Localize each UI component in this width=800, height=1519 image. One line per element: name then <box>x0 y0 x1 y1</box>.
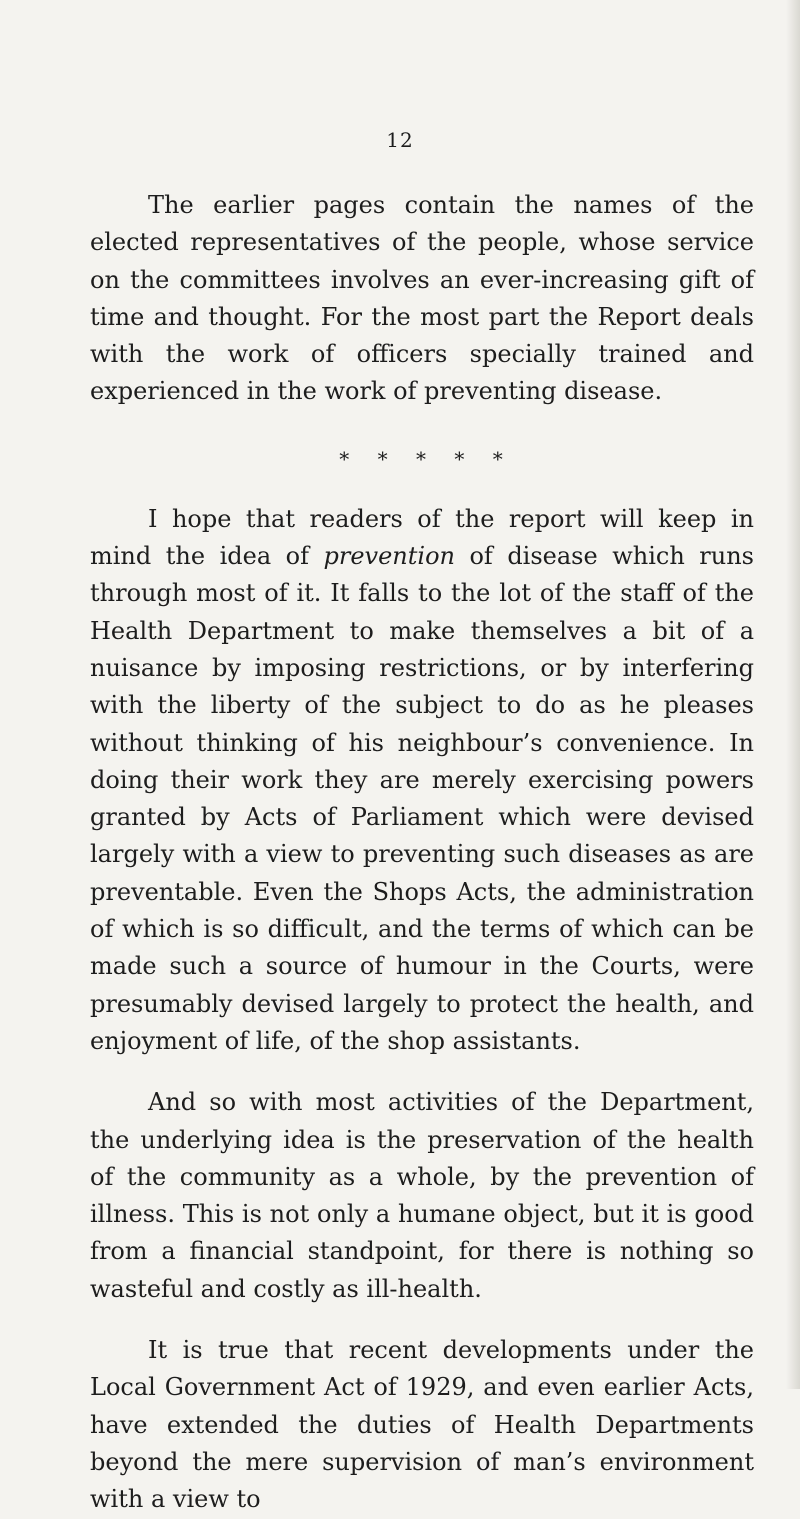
paragraph-prevention <box>90 501 754 1060</box>
page-number: 12 <box>386 128 414 152</box>
paragraph-prevention-rest: of disease which runs through most of it. It falls to the lot of the staff of the Health Department to make themselves a bit of a nuisance by imposing restrictions, or by interfering with the liberty of the subject to do as he pleases without thinking of his neighbour’s convenience. In doing their work they are merely exercising powers granted by Acts of Parliament which were devised largely with a view to preventing such diseases as are preventable. Even the Shops Acts, the administration of which is so difficult, and the terms of which can be made such a source of humour in the Courts, were presumably devised largely to protect the health, and enjoyment of life, of the shop assistants. <box>90 542 754 1055</box>
emphasized-word-prevention: prevention <box>323 542 455 571</box>
section-separator: * * * * * <box>339 446 505 471</box>
page-edge-shadow <box>786 0 800 1389</box>
paragraph-prevention-start: I hope that readers of the report will keep in mind the idea of <box>90 504 754 571</box>
paragraph-department-activities: And so with most activities of the Department, the underlying idea is the preservation of the health of the community as a whole, by the prevention of illness. This is not only a humane object, but it is good from a financial standpoint, for there is nothing so wasteful and costly as ill-health. <box>90 1088 754 1303</box>
paragraph-introduction: The earlier pages contain the names of the elected representatives of the people, whose service on the committees involves an ever-increasing gift of time and thought. For the most part the Report deals with the work of officers specially trained and experienced in the work of preventing disease. <box>90 191 754 406</box>
body-text <box>90 187 754 1519</box>
paragraph-local-government-act: It is true that recent developments under the Local Government Act of 1929, and even earlier Acts, have extended the duties of Health Departments beyond the mere supervision of man’s environment with a view to <box>90 1336 754 1514</box>
